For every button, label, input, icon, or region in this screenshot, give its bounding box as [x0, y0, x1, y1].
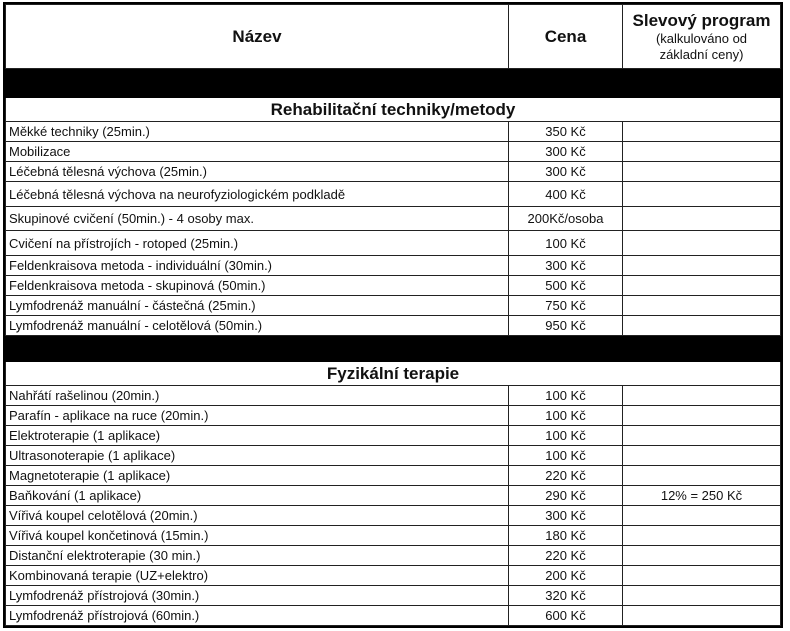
- price-cell: 300 Kč: [509, 162, 623, 182]
- price-cell: 290 Kč: [509, 486, 623, 506]
- discount-cell: [623, 316, 781, 336]
- table-row: [6, 606, 781, 626]
- price-cell: 100 Kč: [509, 386, 623, 406]
- discount-cell: [623, 586, 781, 606]
- price-cell: 400 Kč: [509, 182, 623, 207]
- separator-cell: [6, 69, 781, 98]
- service-name-cell: Lymfodrenáž přístrojová (60min.): [6, 606, 509, 626]
- service-name-cell: Nahřátí rašelinou (20min.): [6, 386, 509, 406]
- discount-cell: [623, 182, 781, 207]
- discount-cell: 12% = 250 Kč: [623, 486, 781, 506]
- header-discount: [623, 5, 781, 69]
- price-cell: 950 Kč: [509, 316, 623, 336]
- discount-cell: [623, 526, 781, 546]
- table-row: [6, 526, 781, 546]
- section-title: Fyzikální terapie: [6, 362, 781, 386]
- price-cell: 600 Kč: [509, 606, 623, 626]
- header-discount-sub-1: (kalkulováno od: [655, 30, 748, 46]
- price-cell: 100 Kč: [509, 231, 623, 256]
- table-row: [6, 256, 781, 276]
- service-name-cell: Lymfodrenáž manuální - celotělová (50min.): [6, 316, 509, 336]
- price-cell: 750 Kč: [509, 296, 623, 316]
- discount-cell: [623, 142, 781, 162]
- service-name-cell: Měkké techniky (25min.): [6, 122, 509, 142]
- service-name-cell: Feldenkraisova metoda - skupinová (50min.): [6, 276, 509, 296]
- price-cell: 100 Kč: [509, 426, 623, 446]
- discount-cell: [623, 506, 781, 526]
- header-row: [6, 5, 781, 69]
- service-name-cell: Kombinovaná terapie (UZ+elektro): [6, 566, 509, 586]
- table-row: [6, 142, 781, 162]
- discount-cell: [623, 162, 781, 182]
- price-cell: 100 Kč: [509, 446, 623, 466]
- price-cell: 220 Kč: [509, 466, 623, 486]
- header-discount-sub-2: základní ceny): [659, 47, 744, 63]
- service-name-cell: Magnetoterapie (1 aplikace): [6, 466, 509, 486]
- price-cell: 300 Kč: [509, 506, 623, 526]
- service-name-cell: Ultrasonoterapie (1 aplikace): [6, 446, 509, 466]
- price-cell: 180 Kč: [509, 526, 623, 546]
- discount-cell: [623, 546, 781, 566]
- table-row: [6, 406, 781, 426]
- discount-cell: [623, 207, 781, 231]
- discount-cell: [623, 466, 781, 486]
- table-row: [6, 446, 781, 466]
- price-cell: 500 Kč: [509, 276, 623, 296]
- header-discount-title: Slevový program: [632, 10, 771, 30]
- header-price: Cena: [509, 5, 623, 69]
- service-name-cell: Lymfodrenáž přístrojová (30min.): [6, 586, 509, 606]
- header-name: Název: [6, 5, 509, 69]
- service-name-cell: Vířivá koupel celotělová (20min.): [6, 506, 509, 526]
- price-cell: 300 Kč: [509, 256, 623, 276]
- table-row: [6, 296, 781, 316]
- table-row: [6, 182, 781, 207]
- service-name-cell: Baňkování (1 aplikace): [6, 486, 509, 506]
- table-row: [6, 162, 781, 182]
- separator-cell: [6, 336, 781, 362]
- service-name-cell: Skupinové cvičení (50min.) - 4 osoby max.: [6, 207, 509, 231]
- service-name-cell: Feldenkraisova metoda - individuální (30min.): [6, 256, 509, 276]
- service-name-cell: Léčebná tělesná výchova na neurofyziologickém podkladě: [6, 182, 509, 207]
- section-title-row: [6, 98, 781, 122]
- price-cell: 200 Kč: [509, 566, 623, 586]
- section-separator-band: [6, 336, 781, 362]
- service-name-cell: Distanční elektroterapie (30 min.): [6, 546, 509, 566]
- price-cell: 100 Kč: [509, 406, 623, 426]
- table-row: [6, 546, 781, 566]
- table-row: [6, 386, 781, 406]
- table-row: [6, 566, 781, 586]
- price-cell: 320 Kč: [509, 586, 623, 606]
- table-row: [6, 486, 781, 506]
- service-name-cell: Lymfodrenáž manuální - částečná (25min.): [6, 296, 509, 316]
- table-row: [6, 426, 781, 446]
- price-cell: 220 Kč: [509, 546, 623, 566]
- discount-cell: [623, 406, 781, 426]
- service-name-cell: Elektroterapie (1 aplikace): [6, 426, 509, 446]
- discount-cell: [623, 276, 781, 296]
- discount-cell: [623, 566, 781, 586]
- section-title: Rehabilitační techniky/metody: [6, 98, 781, 122]
- table-row: [6, 316, 781, 336]
- service-name-cell: Cvičení na přístrojích - rotoped (25min.): [6, 231, 509, 256]
- table-row: [6, 506, 781, 526]
- discount-cell: [623, 256, 781, 276]
- table-row: [6, 207, 781, 231]
- service-name-cell: Mobilizace: [6, 142, 509, 162]
- table-row: [6, 231, 781, 256]
- service-name-cell: Vířivá koupel končetinová (15min.): [6, 526, 509, 546]
- price-list-table: [3, 2, 783, 628]
- discount-cell: [623, 231, 781, 256]
- discount-cell: [623, 446, 781, 466]
- service-name-cell: Léčebná tělesná výchova (25min.): [6, 162, 509, 182]
- section-title-row: [6, 362, 781, 386]
- table-row: [6, 276, 781, 296]
- discount-cell: [623, 386, 781, 406]
- table-row: [6, 586, 781, 606]
- discount-cell: [623, 606, 781, 626]
- price-cell: 350 Kč: [509, 122, 623, 142]
- price-cell: 300 Kč: [509, 142, 623, 162]
- service-name-cell: Parafín - aplikace na ruce (20min.): [6, 406, 509, 426]
- discount-cell: [623, 296, 781, 316]
- table-row: [6, 466, 781, 486]
- price-cell: 200Kč/osoba: [509, 207, 623, 231]
- table-row: [6, 122, 781, 142]
- discount-cell: [623, 426, 781, 446]
- section-separator-band: [6, 69, 781, 98]
- discount-cell: [623, 122, 781, 142]
